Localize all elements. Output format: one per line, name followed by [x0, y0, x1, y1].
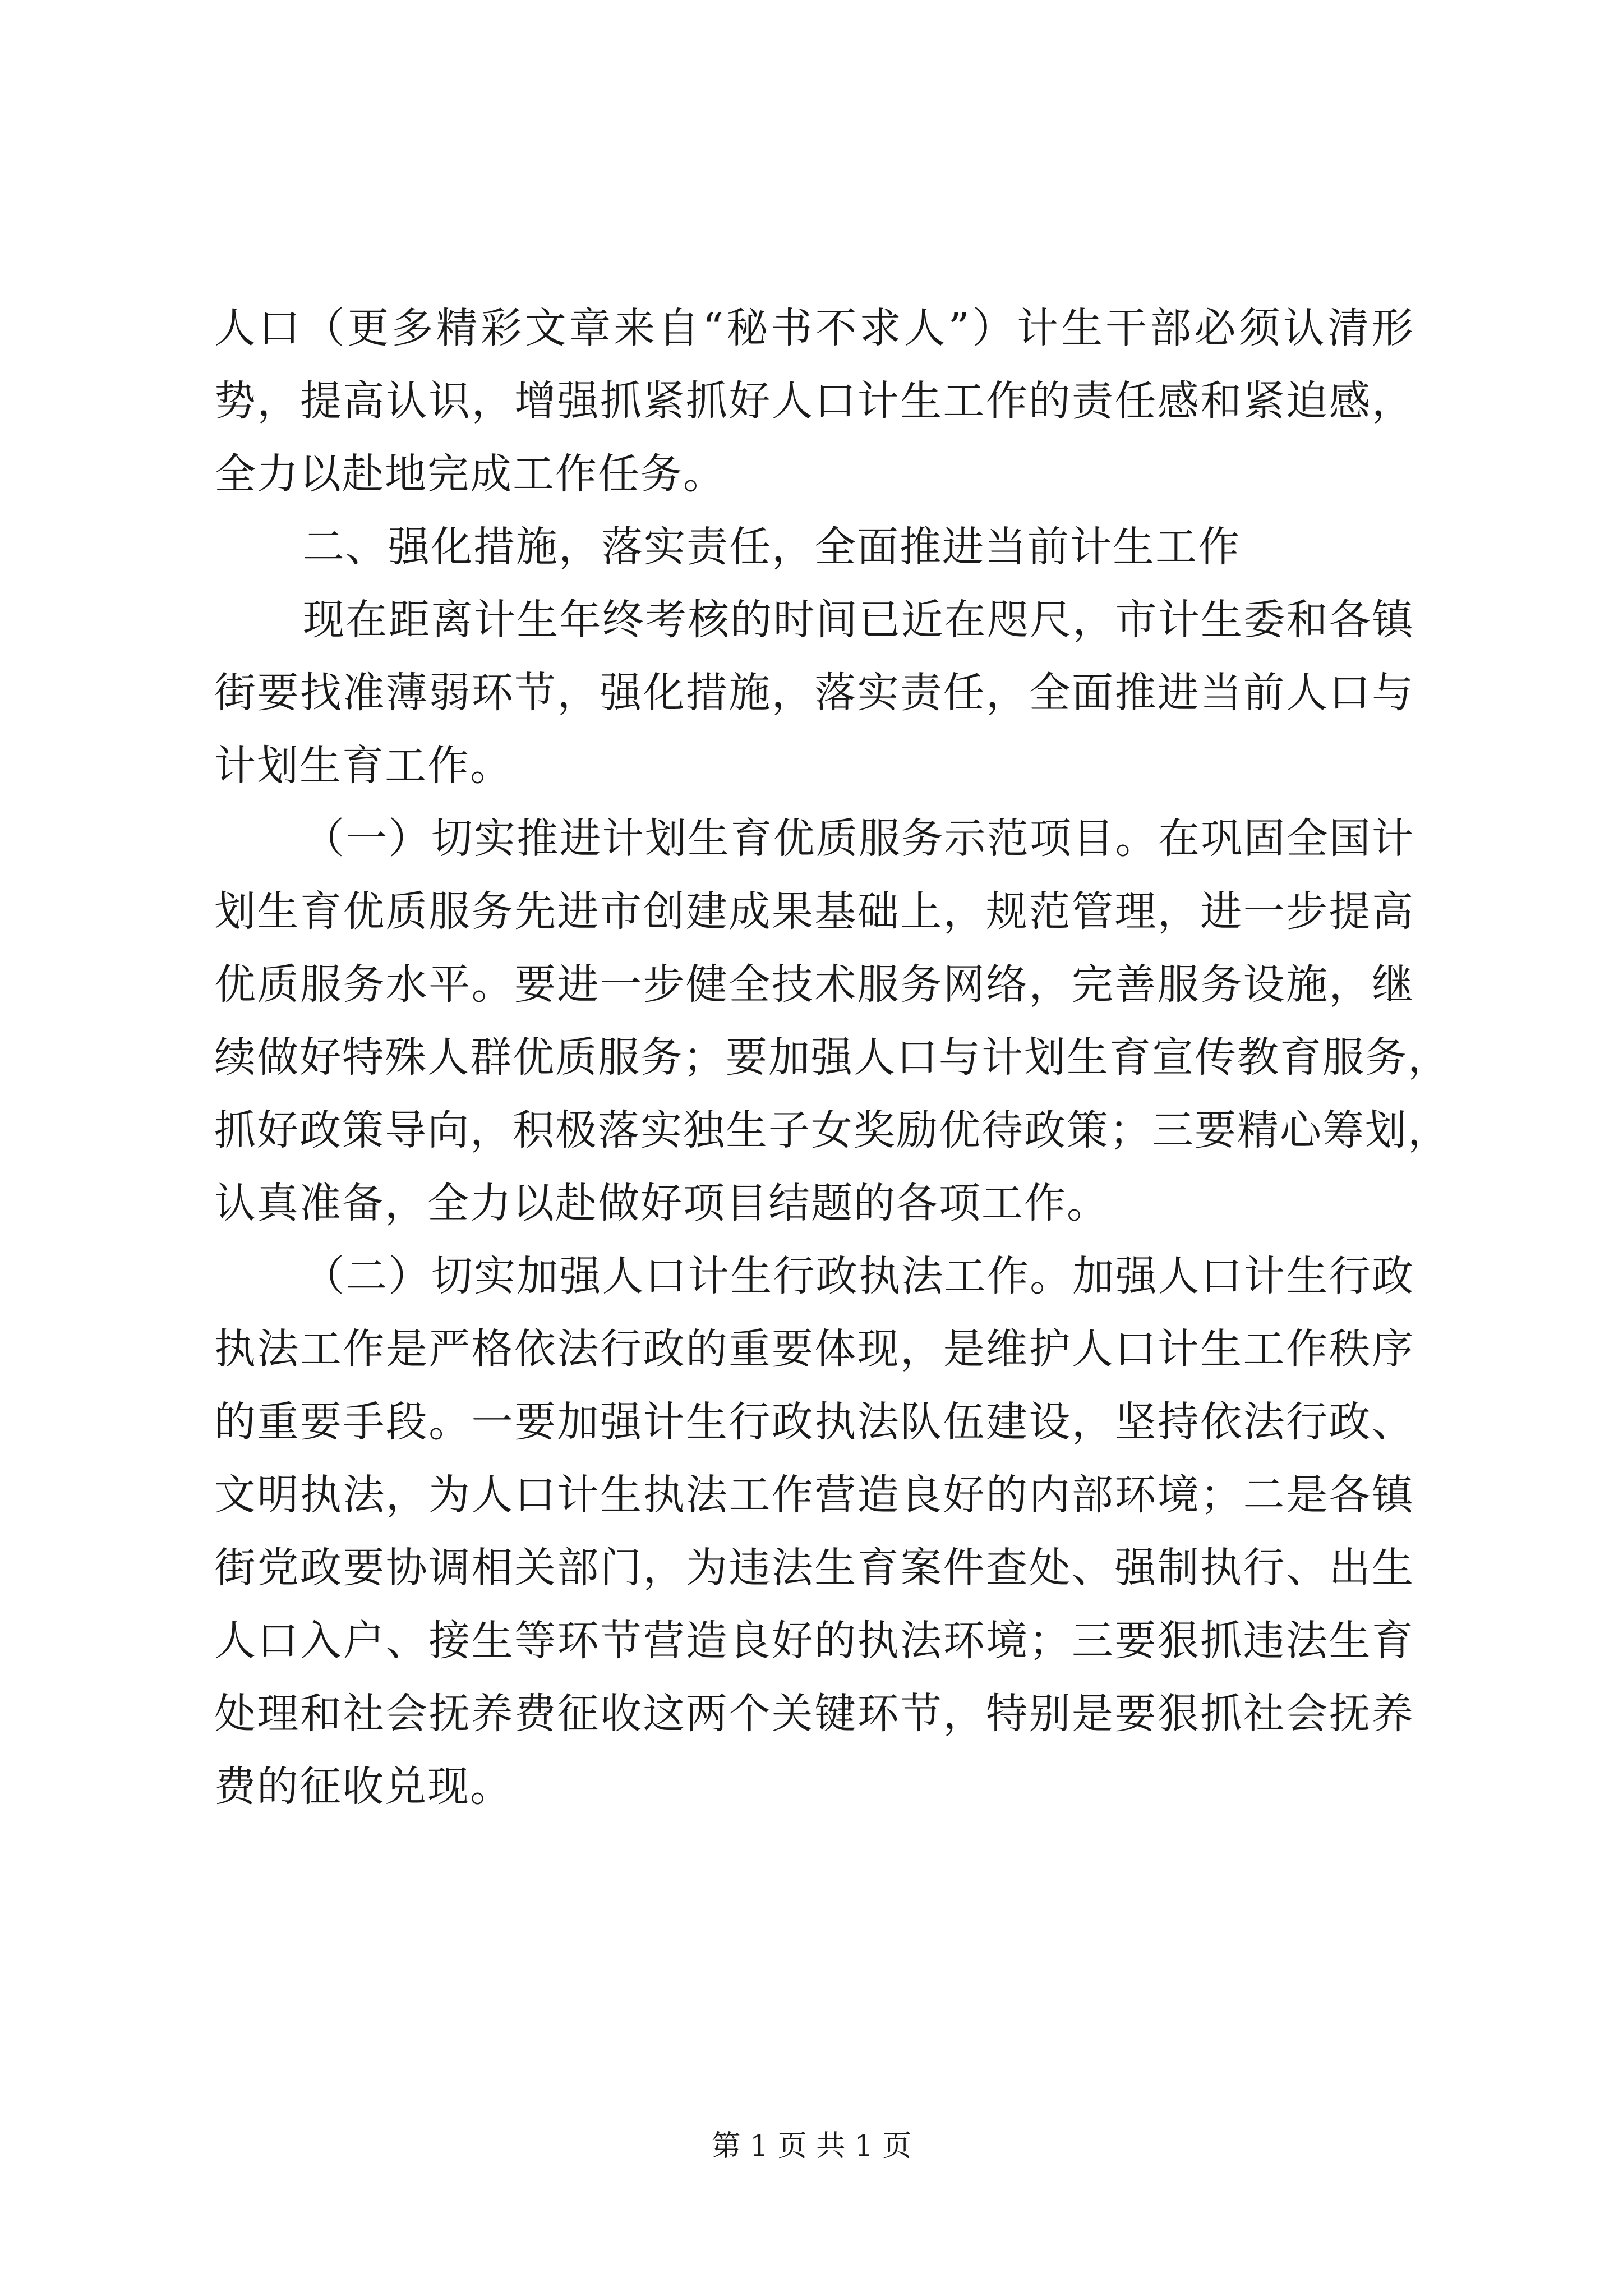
paragraph-line: 认真准备，全力以赴做好项目结题的各项工作。: [214, 1179, 1109, 1227]
paragraph-line: 现在距离计生年终考核的时间已近在咫尺，市计生委和各镇: [303, 596, 1414, 644]
paragraph-line: 文明执法，为人口计生执法工作营造良好的内部环境；二是各镇: [214, 1471, 1414, 1519]
paragraph-line: 势，提高认识，增强抓紧抓好人口计生工作的责任感和紧迫感，: [214, 377, 1414, 425]
paragraph-line: 人口入户、接生等环节营造良好的执法环境；三要狠抓违法生育: [214, 1617, 1414, 1665]
page-footer: 第 1 页 共 1 页: [711, 2129, 912, 2163]
paragraph-line: 划生育优质服务先进市创建成果基础上，规范管理，进一步提高: [214, 887, 1414, 936]
paragraph-line: 全力以赴地完成工作任务。: [214, 450, 726, 498]
paragraph-line: 人口（更多精彩文章来自“秘书不求人”）计生干部必须认清形: [214, 304, 1414, 352]
subsection-line: （一）切实推进计划生育优质服务示范项目。在巩固全国计: [303, 815, 1414, 863]
paragraph-line: 执法工作是严格依法行政的重要体现，是维护人口计生工作秩序: [214, 1325, 1414, 1373]
paragraph-line: 计划生育工作。: [214, 742, 513, 790]
section-heading: 二、强化措施，落实责任，全面推进当前计生工作: [303, 523, 1241, 571]
paragraph-line: 处理和社会抚养费征收这两个关键环节，特别是要狠抓社会抚养: [214, 1690, 1414, 1738]
paragraph-line: 续做好特殊人群优质服务；要加强人口与计划生育宣传教育服务，: [214, 1033, 1450, 1082]
paragraph-line: 街要找准薄弱环节，强化措施，落实责任，全面推进当前人口与: [214, 669, 1414, 717]
paragraph-line: 费的征收兑现。: [214, 1763, 513, 1811]
paragraph-line: 的重要手段。一要加强计生行政执法队伍建设，坚持依法行政、: [214, 1398, 1414, 1446]
subsection-line: （二）切实加强人口计生行政执法工作。加强人口计生行政: [303, 1252, 1414, 1300]
paragraph-line: 优质服务水平。要进一步健全技术服务网络，完善服务设施，继: [214, 960, 1414, 1009]
paragraph-line: 抓好政策导向，积极落实独生子女奖励优待政策；三要精心筹划，: [214, 1106, 1450, 1154]
paragraph-line: 街党政要协调相关部门，为违法生育案件查处、强制执行、出生: [214, 1544, 1414, 1592]
